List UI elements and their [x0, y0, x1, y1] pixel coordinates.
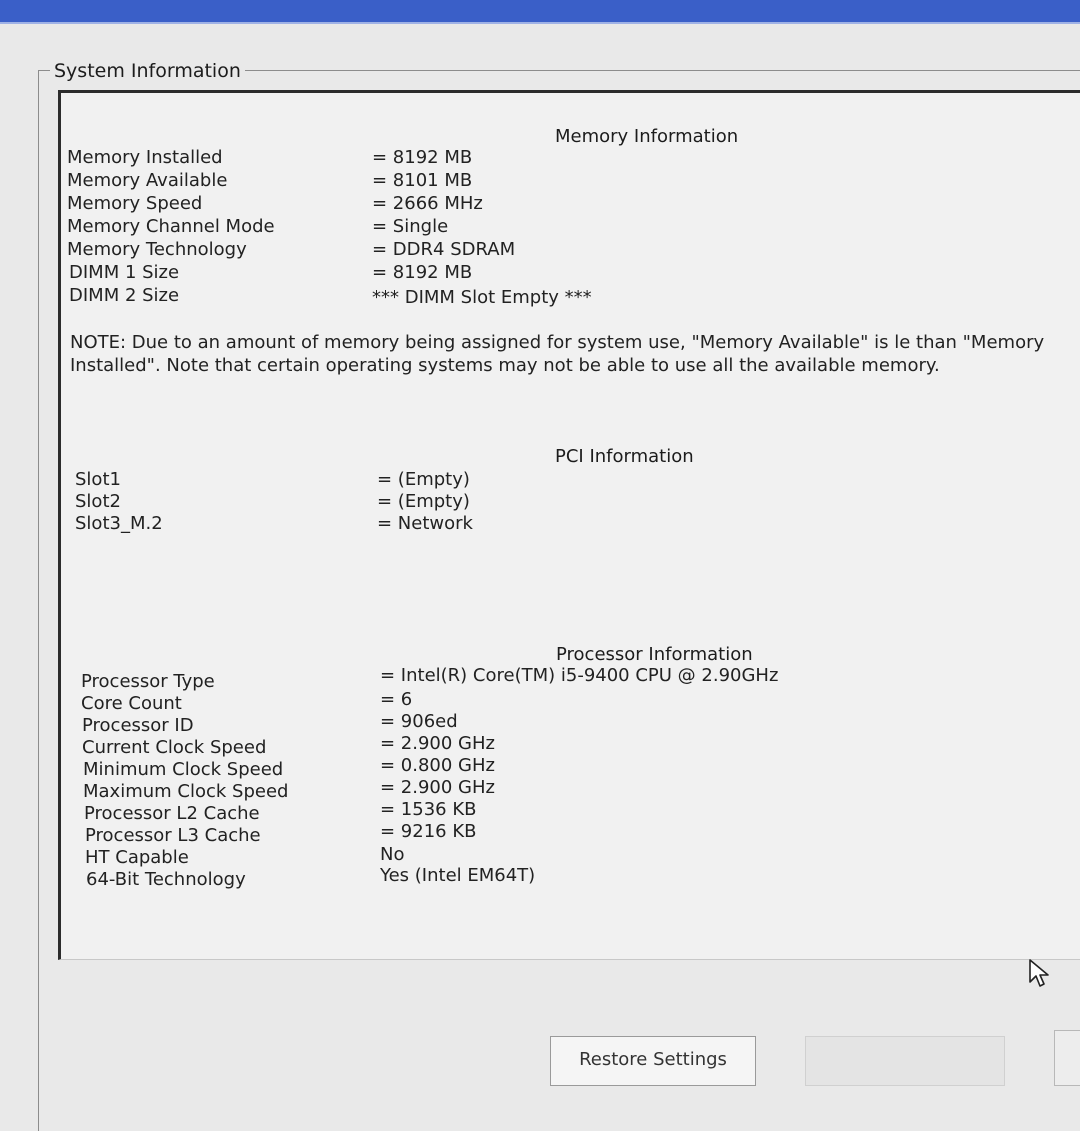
64bit-technology-label: 64-Bit Technology — [86, 869, 246, 890]
processor-type-value: = Intel(R) Core(TM) i5-9400 CPU @ 2.90GHz — [380, 665, 779, 686]
64bit-technology-value: Yes (Intel EM64T) — [380, 865, 536, 886]
slot2-value: = (Empty) — [377, 491, 470, 512]
memory-technology-label: Memory Technology — [67, 239, 247, 260]
exit-button[interactable] — [1054, 1030, 1080, 1086]
processor-l3-cache-value: = 9216 KB — [380, 821, 477, 842]
processor-id-label: Processor ID — [82, 715, 194, 736]
processor-l3-cache-label: Processor L3 Cache — [85, 825, 261, 846]
current-clock-speed-value: = 2.900 GHz — [380, 733, 495, 754]
current-clock-speed-label: Current Clock Speed — [82, 737, 267, 758]
processor-l2-cache-value: = 1536 KB — [380, 799, 477, 820]
title-bar — [0, 0, 1080, 24]
memory-available-label: Memory Available — [67, 170, 228, 191]
memory-channel-mode-label: Memory Channel Mode — [67, 216, 275, 237]
ht-capable-label: HT Capable — [85, 847, 189, 868]
slot2-label: Slot2 — [75, 491, 121, 512]
mouse-pointer-icon — [1028, 958, 1052, 988]
memory-section-title: Memory Information — [555, 126, 739, 147]
core-count-label: Core Count — [81, 693, 182, 714]
apply-button[interactable] — [805, 1036, 1005, 1086]
dimm1-size-label: DIMM 1 Size — [69, 262, 180, 283]
memory-speed-value: = 2666 MHz — [372, 193, 483, 214]
slot1-value: = (Empty) — [377, 469, 470, 490]
memory-note: NOTE: Due to an amount of memory being assigned for system use, "Memory Available" is le than "Memory Installed". Note that certain operating systems may not be able to use all the available memory. — [70, 332, 1045, 376]
processor-type-label: Processor Type — [81, 671, 215, 692]
pci-section-title: PCI Information — [555, 446, 694, 467]
maximum-clock-speed-value: = 2.900 GHz — [380, 777, 495, 798]
ht-capable-value: No — [380, 844, 405, 865]
core-count-value: = 6 — [380, 689, 413, 710]
processor-section-title: Processor Information — [556, 644, 753, 665]
memory-installed-label: Memory Installed — [67, 147, 223, 168]
processor-id-value: = 906ed — [380, 711, 458, 732]
slot3-m2-label: Slot3_M.2 — [75, 513, 163, 534]
minimum-clock-speed-value: = 0.800 GHz — [380, 755, 495, 776]
group-title: System Information — [50, 60, 245, 82]
memory-technology-value: = DDR4 SDRAM — [372, 239, 516, 260]
memory-channel-mode-value: = Single — [372, 216, 449, 237]
dimm1-size-value: = 8192 MB — [372, 262, 473, 283]
memory-installed-value: = 8192 MB — [372, 147, 473, 168]
processor-l2-cache-label: Processor L2 Cache — [84, 803, 260, 824]
slot1-label: Slot1 — [75, 469, 121, 490]
memory-available-value: = 8101 MB — [372, 170, 473, 191]
dimm2-size-label: DIMM 2 Size — [69, 285, 180, 306]
memory-speed-label: Memory Speed — [67, 193, 203, 214]
maximum-clock-speed-label: Maximum Clock Speed — [83, 781, 289, 802]
restore-settings-button[interactable]: Restore Settings — [550, 1036, 756, 1086]
dimm2-size-value: *** DIMM Slot Empty *** — [372, 287, 592, 308]
minimum-clock-speed-label: Minimum Clock Speed — [83, 759, 284, 780]
slot3-m2-value: = Network — [377, 513, 473, 534]
